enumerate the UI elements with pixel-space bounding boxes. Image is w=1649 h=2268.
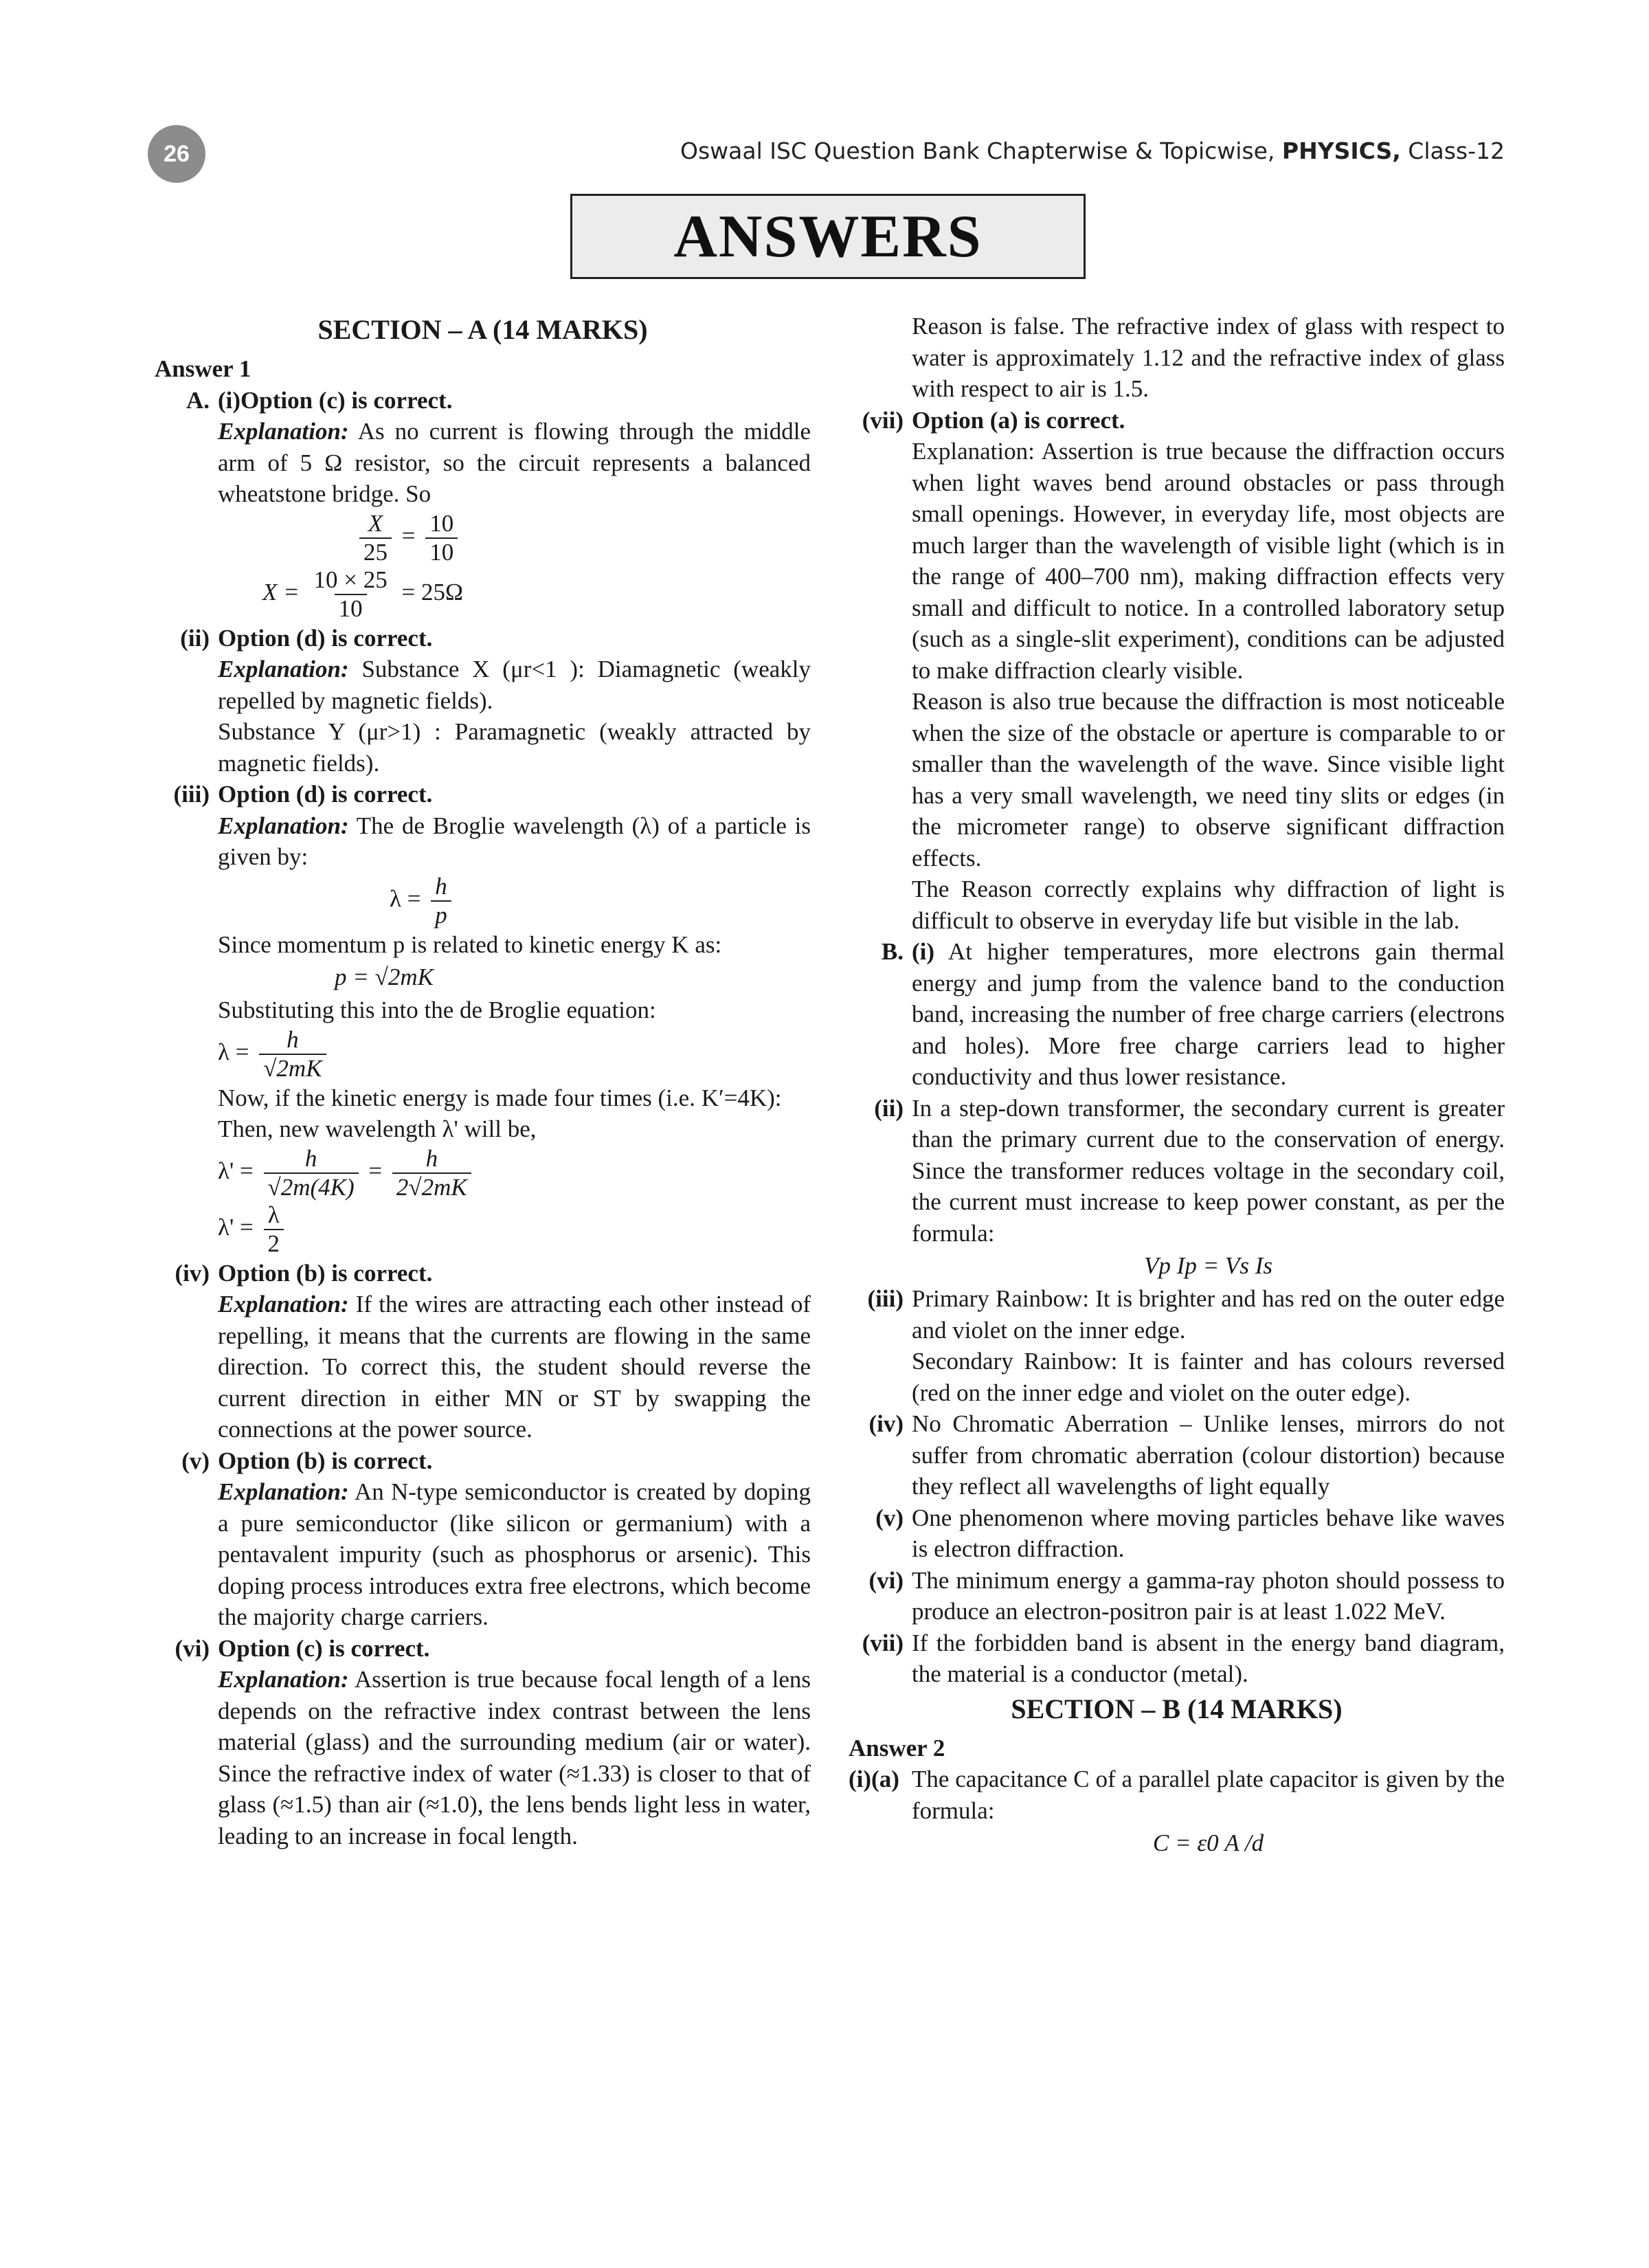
item-num: (vii) (862, 1629, 904, 1656)
continued-text-row (849, 311, 1505, 405)
paragraph: One phenomenon where moving particles behave like waves is electron diffraction. (912, 1504, 1505, 1562)
option-text: Option (b) is correct. (218, 1447, 433, 1474)
item-num: (v) (181, 1447, 210, 1474)
answer-1-label: Answer 1 (155, 355, 251, 382)
item-label-B: B. (881, 938, 904, 965)
continued-text: Reason is false. The refractive index of glass with respect to water is approximately 1.12 and the refractive index of glass with respect to air is 1.5. (912, 313, 1505, 402)
equals: = (401, 522, 416, 549)
answer-b-iii (849, 1283, 1505, 1408)
paragraph: Substance Y (μr>1) : Paramagnetic (weakly attracted by magnetic fields). (218, 718, 811, 777)
frac-num: 10 (429, 509, 454, 537)
frac-num: h (287, 1025, 299, 1053)
explanation-label: Explanation: (218, 656, 349, 682)
answer-b-v (849, 1502, 1505, 1565)
paragraph: Secondary Rainbow: It is fainter and has colours reversed (red on the inner edge and violet on the outer edge). (912, 1348, 1505, 1406)
frac-num: X (368, 509, 383, 537)
item-num: (iv) (868, 1410, 904, 1437)
equation-capacitance: C = ε0 A /d (1152, 1830, 1264, 1856)
frac-den: 2 (264, 1229, 284, 1258)
explanation-text: As no current is flowing through the middle arm of 5 Ω resistor, so the circuit represents a balanced wheatstone bridge. So (218, 418, 811, 507)
answer-vii (849, 405, 1505, 937)
item-num: (v) (875, 1504, 904, 1531)
answers-banner (570, 194, 1086, 279)
section-b-title: SECTION – B (14 MARKS) (1011, 1693, 1343, 1724)
explanation-text: If the wires are attracting each other instead of repelling, it means that the currents are flowing in the same direction. To correct this, the student should reverse the current direction in either MN or ST by swapping the connections at the power source. (218, 1291, 811, 1443)
frac-den: √2mK (259, 1054, 326, 1082)
explanation-label: Explanation: (218, 418, 349, 445)
frac-den: 10 (335, 594, 367, 623)
item-num: (iv) (175, 1259, 210, 1287)
answer-iii (155, 779, 811, 1258)
page-number: 26 (148, 125, 205, 183)
answer-b-vii (849, 1627, 1505, 1690)
frac-num: h (425, 1144, 438, 1172)
explanation-label: Explanation: (218, 1666, 349, 1693)
equation-power: Vp Ip = Vs Is (1144, 1252, 1272, 1279)
option-text: Option (b) is correct. (218, 1259, 433, 1287)
item-num: (i) (912, 938, 935, 965)
item-num: (vi) (175, 1634, 210, 1662)
equation-new-wavelength (218, 1145, 811, 1201)
paragraph: Explanation: Assertion is true because the diffraction occurs when light waves bend around obstacles or pass through small openings. However, in everyday life, most objects are much larger than the wavelength of visible light (which is in the range of 400–700 nm), making diffraction effects very small and difficult to notice. In a controlled laboratory setup (such as a single-slit experiment), conditions can be adjusted to make diffraction clearly visible. (912, 438, 1505, 684)
answer-a-i (155, 385, 811, 623)
explanation-label: Explanation: (218, 1291, 349, 1318)
explanation-label: Explanation: (218, 812, 349, 839)
right-column (849, 311, 1505, 1860)
option-text: Option (c) is correct. (218, 1634, 430, 1662)
explanation-text: An N-type semiconductor is created by doping a pure semiconductor (like silicon or germanium) with a pentavalent impurity (such as phosphorus or arsenic). This doping process introduces extra free electrons, which become the majority charge carriers. (218, 1478, 811, 1630)
item-num: (ii) (180, 624, 210, 652)
running-head-suffix: Class-12 (1400, 137, 1505, 164)
frac-num: h (435, 872, 447, 900)
equals: = (368, 1157, 383, 1184)
frac-den: 10 (425, 537, 458, 566)
explanation-text: Substance X (μr<1 ): Diamagnetic (weakly repelled by magnetic fields). (218, 656, 811, 714)
paragraph: The capacitance C of a parallel plate capacitor is given by the formula: (912, 1766, 1505, 1824)
paragraph: Reason is also true because the diffraction is most noticeable when the size of the obstacle or aperture is comparable to or smaller than the wavelength of the wave. Since visible light has a very small wavelength, we need tiny slits or edges (in the micrometer range) to observe significant diffraction effects. (912, 688, 1505, 871)
answer-2-i-a (849, 1764, 1505, 1860)
section-a-title: SECTION – A (14 MARKS) (317, 314, 648, 345)
eq-lhs: X = (262, 578, 300, 605)
running-head-prefix: Oswaal ISC Question Bank Chapterwise & Topicwise, (680, 137, 1282, 164)
paragraph: Primary Rainbow: It is brighter and has red on the outer edge and violet on the inner edge. (912, 1285, 1505, 1344)
answer-b-vi (849, 1565, 1505, 1627)
option-text: Option (d) is correct. (218, 624, 433, 652)
eq-lhs: λ = (218, 1038, 249, 1065)
banner-title: ANSWERS (673, 203, 983, 270)
paragraph: In a step-down transformer, the secondary current is greater than the primary current due to the conservation of energy. Since the transformer reduces voltage in the secondary coil, the current must increase to keep power constant, as per the formula: (912, 1094, 1505, 1247)
item-num: (vi) (868, 1566, 904, 1594)
explanation-label: Explanation: (218, 1478, 349, 1505)
paragraph: No Chromatic Aberration – Unlike lenses, mirrors do not suffer from chromatic aberration (colour distortion) because they reflect all wavelengths of light equally (912, 1410, 1505, 1500)
explanation-text: Assertion is true because focal length of a lens depends on the refractive index contrast between the lens material (glass) and the surrounding medium (air or water). Since the refractive index of water (≈1.33) is closer to that of glass (≈1.5) than air (≈1.0), the lens bends light less in water, leading to an increase in focal length. (218, 1666, 811, 1849)
frac-den: p (431, 900, 451, 929)
item-num: (vii) (862, 406, 904, 434)
frac-num: λ (267, 1201, 280, 1228)
item-num: (i)(a) (849, 1766, 899, 1792)
answer-vi (155, 1633, 811, 1852)
answer-iv (155, 1258, 811, 1445)
answer-b-ii (849, 1093, 1505, 1284)
paragraph: If the forbidden band is absent in the energy band diagram, the material is a conductor (metal). (912, 1629, 1505, 1687)
explanation-text: The de Broglie wavelength (λ) of a particle is given by: (218, 812, 811, 870)
answer-2-label: Answer 2 (849, 1734, 945, 1761)
paragraph: Substituting this into the de Broglie equation: (218, 997, 656, 1023)
item-num: (iii) (173, 781, 210, 808)
eq-lhs: λ' = (218, 1157, 254, 1184)
running-head (680, 137, 1505, 164)
left-column (155, 311, 811, 1852)
paragraph: At higher temperatures, more electrons gain thermal energy and jump from the valence band to the conduction band, increasing the number of free charge carriers (electrons and holes). More free charge carriers lead to higher conductivity and thus lower resistance. (912, 938, 1505, 1090)
paragraph: Then, new wavelength λ' will be, (218, 1115, 537, 1142)
eq-rhs: = 25Ω (401, 578, 463, 605)
frac-den: √2m(4K) (264, 1172, 359, 1201)
item-num: (i) (218, 386, 241, 414)
eq-lhs: λ' = (218, 1213, 254, 1241)
equation-lambda (218, 873, 811, 929)
equation-momentum: p = √2mK (335, 964, 434, 990)
answer-b-i (849, 936, 1505, 1093)
equation-ratio (218, 510, 811, 566)
paragraph: Now, if the kinetic energy is made four times (i.e. K′=4K): (218, 1084, 782, 1111)
equation-result (218, 1201, 811, 1258)
equation-substituted (218, 1026, 811, 1082)
paragraph: The minimum energy a gamma-ray photon should possess to produce an electron-positron pair is at least 1.022 MeV. (912, 1566, 1505, 1625)
frac-num: 10 × 25 (313, 566, 388, 593)
option-text: Option (d) is correct. (218, 781, 433, 808)
paragraph: Since momentum p is related to kinetic energy K as: (218, 931, 722, 958)
item-num: (ii) (874, 1094, 904, 1122)
answer-v (155, 1445, 811, 1633)
frac-den: 2√2mK (392, 1172, 471, 1201)
frac-den: 25 (359, 537, 392, 566)
answer-ii (155, 623, 811, 779)
eq-lhs: λ = (390, 885, 421, 912)
equation-x (218, 566, 811, 623)
answer-b-iv (849, 1408, 1505, 1502)
item-num: (iii) (867, 1285, 904, 1312)
running-head-subject: PHYSICS, (1281, 137, 1401, 164)
option-text: Option (a) is correct. (912, 406, 1125, 434)
frac-num: h (304, 1144, 317, 1172)
option-text: Option (c) is correct. (240, 386, 453, 414)
item-label-A: A. (186, 386, 210, 414)
paragraph: The Reason correctly explains why diffraction of light is difficult to observe in everyday life but visible in the lab. (912, 876, 1505, 934)
